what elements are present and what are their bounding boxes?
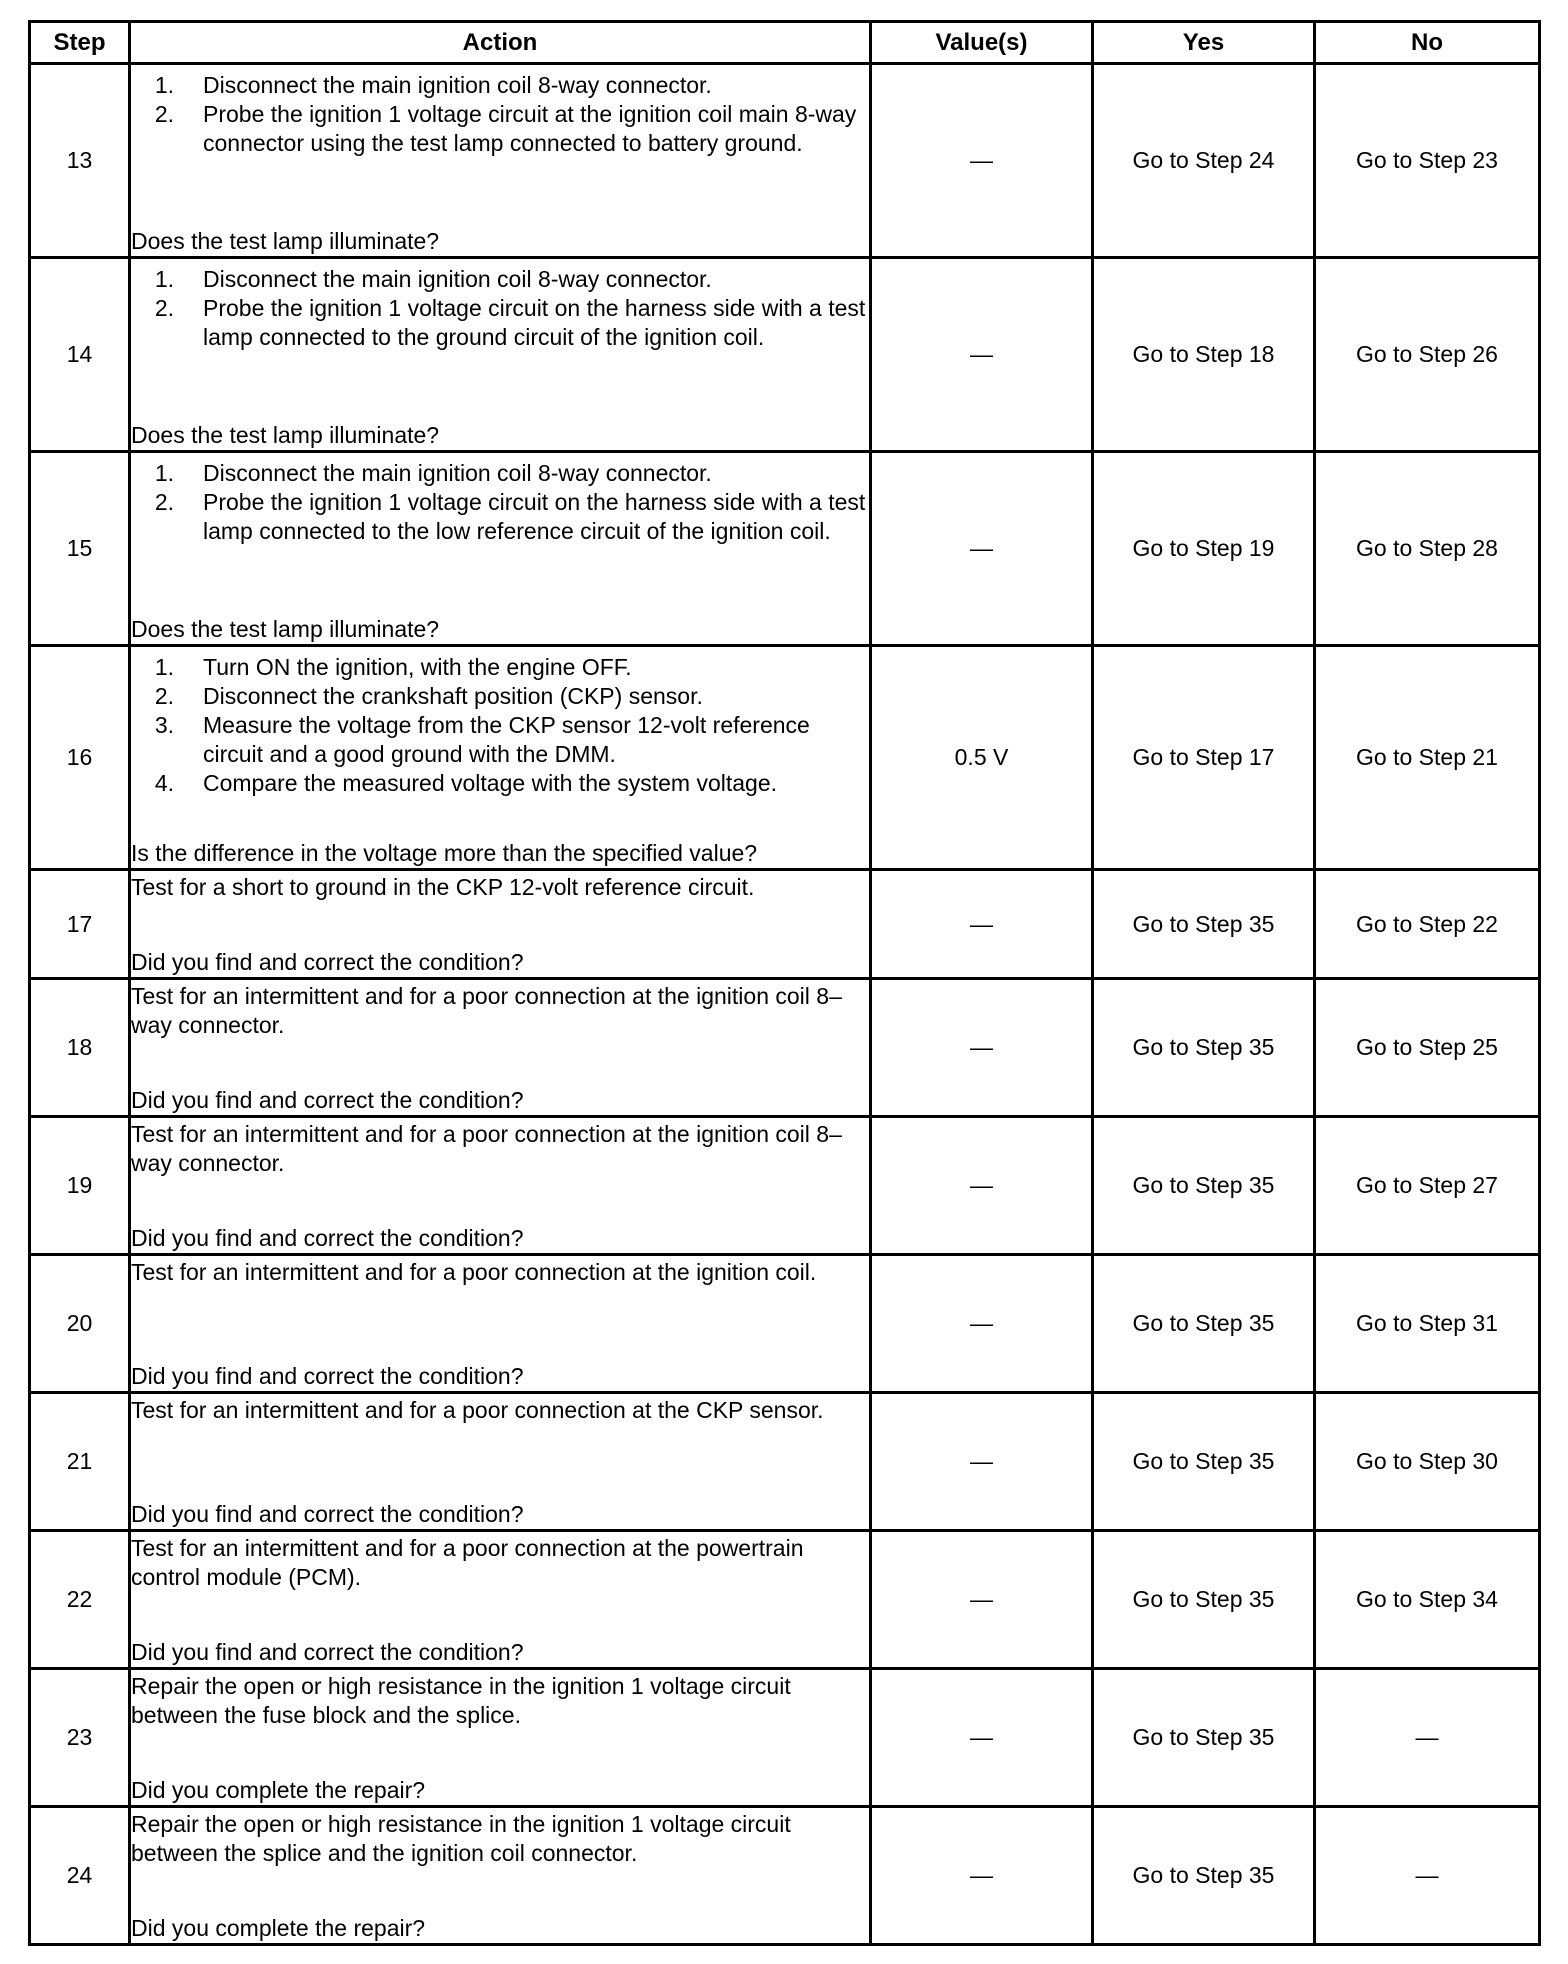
action-cell	[130, 258, 871, 452]
step-number: 15	[30, 452, 130, 646]
action-step	[131, 682, 869, 711]
action-text: Test for an intermittent and for a poor connection at the ignition coil 8–way connector.	[131, 983, 842, 1038]
no-cell: Go to Step 27	[1315, 1117, 1540, 1255]
action-step-text: Probe the ignition 1 voltage circuit at the ignition coil main 8-way connector using the test lamp connected to battery ground.	[203, 101, 857, 156]
action-step-number: 2.	[154, 295, 174, 321]
action-steps	[131, 265, 869, 352]
action-step-number: 3.	[154, 712, 174, 738]
yes-cell: Go to Step 35	[1093, 870, 1315, 979]
yes-cell: Go to Step 35	[1093, 979, 1315, 1117]
action-step-number: 1.	[154, 266, 174, 292]
action-question: Does the test lamp illuminate?	[131, 616, 440, 642]
action-step-number: 2.	[154, 101, 174, 127]
step-number: 24	[30, 1807, 130, 1945]
action-cell	[130, 1669, 871, 1807]
action-step	[131, 100, 869, 158]
no-cell: Go to Step 34	[1315, 1531, 1540, 1669]
action-step	[131, 769, 869, 798]
action-cell	[130, 979, 871, 1117]
step-number: 23	[30, 1669, 130, 1807]
action-cell	[130, 870, 871, 979]
action-step-text: Compare the measured voltage with the system voltage.	[203, 770, 778, 796]
action-step	[131, 294, 869, 352]
table-row	[30, 979, 1540, 1117]
action-cell	[130, 1531, 871, 1669]
action-step	[131, 265, 869, 294]
table-row	[30, 1255, 1540, 1393]
yes-cell: Go to Step 35	[1093, 1531, 1315, 1669]
action-step-number: 4.	[154, 770, 174, 796]
action-cell	[130, 452, 871, 646]
step-number: 14	[30, 258, 130, 452]
action-step	[131, 71, 869, 100]
header-no: No	[1315, 22, 1540, 64]
action-question: Did you find and correct the condition?	[131, 1363, 524, 1389]
action-step-number: 1.	[154, 460, 174, 486]
header-yes: Yes	[1093, 22, 1315, 64]
action-steps	[131, 653, 869, 798]
value-cell: —	[871, 1669, 1093, 1807]
diagnostic-table	[28, 20, 1541, 1946]
action-step-number: 1.	[154, 72, 174, 98]
value-cell: —	[871, 1531, 1093, 1669]
header-values: Value(s)	[871, 22, 1093, 64]
action-question: Does the test lamp illuminate?	[131, 228, 440, 254]
action-text: Test for an intermittent and for a poor connection at the powertrain control module (PCM).	[131, 1535, 804, 1590]
no-cell: Go to Step 30	[1315, 1393, 1540, 1531]
value-cell: 0.5 V	[871, 646, 1093, 870]
yes-cell: Go to Step 35	[1093, 1255, 1315, 1393]
table-row	[30, 870, 1540, 979]
value-cell: —	[871, 258, 1093, 452]
yes-cell: Go to Step 19	[1093, 452, 1315, 646]
action-cell	[130, 1255, 871, 1393]
action-step	[131, 653, 869, 682]
action-step-text: Disconnect the crankshaft position (CKP) sensor.	[203, 683, 703, 709]
action-text: Test for an intermittent and for a poor connection at the ignition coil.	[131, 1259, 817, 1285]
step-number: 20	[30, 1255, 130, 1393]
action-text: Repair the open or high resistance in the ignition 1 voltage circuit between the splice and the ignition coil connector.	[131, 1811, 791, 1866]
action-text: Test for an intermittent and for a poor connection at the CKP sensor.	[131, 1397, 824, 1423]
action-text: Repair the open or high resistance in the ignition 1 voltage circuit between the fuse block and the splice.	[131, 1673, 791, 1728]
action-step-text: Measure the voltage from the CKP sensor 12-volt reference circuit and a good ground with the DMM.	[203, 712, 810, 767]
action-step-text: Probe the ignition 1 voltage circuit on the harness side with a test lamp connected to the low reference circuit of the ignition coil.	[203, 489, 866, 544]
no-cell: —	[1315, 1669, 1540, 1807]
value-cell: —	[871, 1807, 1093, 1945]
action-cell	[130, 64, 871, 258]
action-steps	[131, 71, 869, 158]
no-cell: Go to Step 31	[1315, 1255, 1540, 1393]
action-step-number: 1.	[154, 654, 174, 680]
action-step-text: Turn ON the ignition, with the engine OFF.	[203, 654, 632, 680]
action-question: Did you find and correct the condition?	[131, 1639, 524, 1665]
action-cell	[130, 646, 871, 870]
no-cell: Go to Step 22	[1315, 870, 1540, 979]
action-question: Did you complete the repair?	[131, 1915, 426, 1941]
action-step-number: 2.	[154, 683, 174, 709]
table-row	[30, 1531, 1540, 1669]
action-step	[131, 488, 869, 546]
action-step-text: Probe the ignition 1 voltage circuit on the harness side with a test lamp connected to the ground circuit of the ignition coil.	[203, 295, 866, 350]
yes-cell: Go to Step 18	[1093, 258, 1315, 452]
yes-cell: Go to Step 35	[1093, 1807, 1315, 1945]
action-question: Did you find and correct the condition?	[131, 1225, 524, 1251]
no-cell: Go to Step 26	[1315, 258, 1540, 452]
step-number: 19	[30, 1117, 130, 1255]
value-cell: —	[871, 1255, 1093, 1393]
yes-cell: Go to Step 35	[1093, 1117, 1315, 1255]
yes-cell: Go to Step 24	[1093, 64, 1315, 258]
header-row	[30, 22, 1540, 64]
no-cell: Go to Step 21	[1315, 646, 1540, 870]
no-cell: —	[1315, 1807, 1540, 1945]
step-number: 18	[30, 979, 130, 1117]
action-cell	[130, 1807, 871, 1945]
yes-cell: Go to Step 35	[1093, 1393, 1315, 1531]
no-cell: Go to Step 25	[1315, 979, 1540, 1117]
action-step	[131, 711, 869, 769]
no-cell: Go to Step 28	[1315, 452, 1540, 646]
action-step-number: 2.	[154, 489, 174, 515]
step-number: 13	[30, 64, 130, 258]
action-text: Test for a short to ground in the CKP 12-volt reference circuit.	[131, 874, 755, 900]
step-number: 17	[30, 870, 130, 979]
table-row	[30, 64, 1540, 258]
value-cell: —	[871, 1117, 1093, 1255]
no-cell: Go to Step 23	[1315, 64, 1540, 258]
table-row	[30, 1117, 1540, 1255]
value-cell: —	[871, 452, 1093, 646]
table-row	[30, 1807, 1540, 1945]
header-step: Step	[30, 22, 130, 64]
yes-cell: Go to Step 17	[1093, 646, 1315, 870]
action-question: Did you complete the repair?	[131, 1777, 426, 1803]
action-step-text: Disconnect the main ignition coil 8-way connector.	[203, 460, 712, 486]
action-question: Did you find and correct the condition?	[131, 1501, 524, 1527]
action-cell	[130, 1393, 871, 1531]
action-question: Is the difference in the voltage more than the specified value?	[131, 840, 758, 866]
action-steps	[131, 459, 869, 546]
value-cell: —	[871, 979, 1093, 1117]
action-cell	[130, 1117, 871, 1255]
action-text: Test for an intermittent and for a poor connection at the ignition coil 8–way connector.	[131, 1121, 842, 1176]
action-question: Did you find and correct the condition?	[131, 949, 524, 975]
table-row	[30, 1669, 1540, 1807]
step-number: 21	[30, 1393, 130, 1531]
action-question: Did you find and correct the condition?	[131, 1087, 524, 1113]
action-step-text: Disconnect the main ignition coil 8-way connector.	[203, 266, 712, 292]
action-step-text: Disconnect the main ignition coil 8-way connector.	[203, 72, 712, 98]
yes-cell: Go to Step 35	[1093, 1669, 1315, 1807]
table-row	[30, 646, 1540, 870]
value-cell: —	[871, 870, 1093, 979]
step-number: 16	[30, 646, 130, 870]
table-row	[30, 1393, 1540, 1531]
value-cell: —	[871, 1393, 1093, 1531]
value-cell: —	[871, 64, 1093, 258]
table-row	[30, 452, 1540, 646]
table-row	[30, 258, 1540, 452]
action-step	[131, 459, 869, 488]
action-question: Does the test lamp illuminate?	[131, 422, 440, 448]
header-action: Action	[130, 22, 871, 64]
step-number: 22	[30, 1531, 130, 1669]
